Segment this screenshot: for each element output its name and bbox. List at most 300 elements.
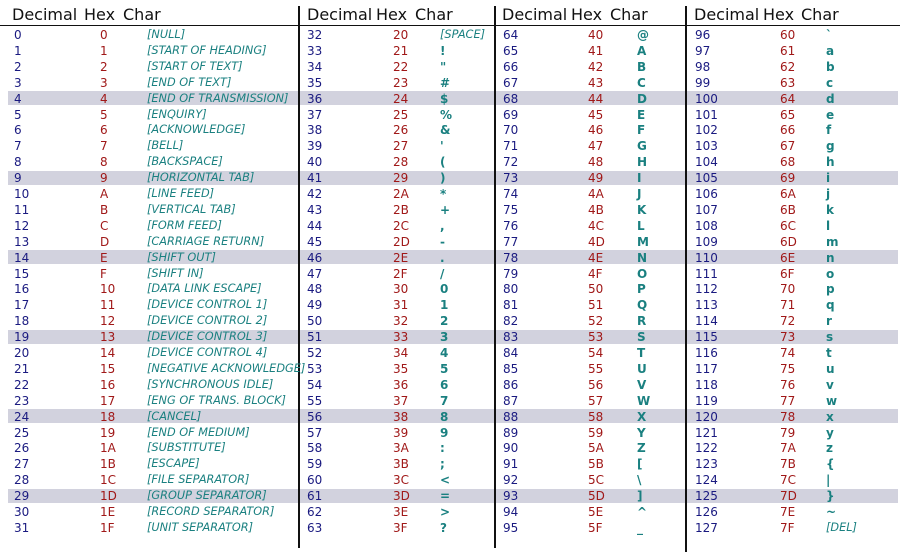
character: q [826, 298, 835, 313]
decimal-value: 2 [14, 59, 22, 74]
hex-value: 31 [393, 298, 409, 313]
character: % [440, 107, 453, 122]
decimal-value: 30 [14, 505, 30, 519]
character: b [826, 59, 835, 74]
hex-value: 60 [780, 28, 796, 42]
decimal-value: 87 [503, 393, 519, 408]
header-decimal: Decimal [12, 5, 78, 24]
hex-value: 5F [588, 520, 603, 535]
hex-value: 6A [780, 187, 796, 201]
control-name: [DEVICE CONTROL 3] [147, 330, 268, 344]
decimal-value: 105 [695, 171, 718, 186]
row-highlight [8, 409, 898, 423]
character: 3 [440, 330, 449, 345]
decimal-value: 32 [307, 28, 323, 42]
character: 5 [440, 361, 449, 376]
header-hex: Hex [763, 5, 795, 24]
hex-value: 59 [588, 425, 604, 440]
decimal-value: 41 [307, 171, 323, 186]
character: w [826, 393, 838, 408]
character: L [637, 218, 645, 233]
character: y [826, 425, 834, 440]
control-name: [SUBSTITUTE] [147, 441, 226, 455]
hex-value: 32 [393, 314, 409, 329]
decimal-value: 99 [695, 75, 711, 90]
hex-value: 35 [393, 361, 409, 376]
control-name: [CANCEL] [147, 409, 202, 423]
decimal-value: 35 [307, 75, 323, 90]
decimal-value: 104 [695, 155, 718, 170]
decimal-value: 45 [307, 234, 323, 249]
hex-value: 77 [780, 393, 796, 408]
hex-value: 36 [393, 377, 409, 392]
character: 7 [440, 393, 449, 408]
decimal-value: 59 [307, 457, 323, 472]
hex-value: 55 [588, 361, 604, 376]
hex-value: 48 [588, 155, 604, 170]
decimal-value: 111 [695, 266, 718, 281]
control-name: [SYNCHRONOUS IDLE] [147, 377, 274, 391]
decimal-value: 118 [695, 377, 718, 392]
character: V [637, 377, 647, 392]
decimal-value: 80 [503, 282, 519, 297]
decimal-value: 29 [14, 489, 30, 504]
hex-value: 49 [588, 171, 604, 186]
decimal-value: 123 [695, 457, 718, 472]
character: 0 [440, 282, 449, 297]
character: < [440, 473, 451, 488]
decimal-value: 23 [14, 393, 30, 408]
decimal-value: 112 [695, 282, 718, 297]
decimal-value: 75 [503, 202, 519, 217]
decimal-value: 12 [14, 218, 30, 233]
character: * [440, 187, 447, 201]
decimal-value: 89 [503, 425, 519, 440]
control-name: [ENQUIRY] [147, 107, 207, 121]
hex-value: 11 [100, 298, 116, 313]
character: 2 [440, 314, 449, 329]
column-divider [494, 6, 496, 548]
decimal-value: 85 [503, 361, 519, 376]
decimal-value: 69 [503, 107, 519, 122]
decimal-value: 54 [307, 377, 323, 392]
hex-value: 63 [780, 75, 796, 90]
hex-value: 3F [393, 520, 408, 535]
character: | [826, 473, 831, 488]
hex-value: 46 [588, 123, 604, 138]
hex-value: 72 [780, 314, 796, 329]
hex-value: 45 [588, 107, 604, 122]
character: u [826, 361, 835, 376]
decimal-value: 68 [503, 91, 519, 106]
hex-value: 7A [780, 441, 796, 456]
hex-value: 2 [100, 59, 108, 74]
decimal-value: 63 [307, 520, 323, 535]
decimal-value: 74 [503, 187, 519, 201]
character: Z [637, 441, 646, 456]
control-name: [DEL] [826, 520, 857, 534]
character: \ [637, 473, 642, 488]
hex-value: 17 [100, 393, 116, 408]
decimal-value: 95 [503, 520, 519, 535]
control-name: [NULL] [147, 28, 186, 41]
decimal-value: 52 [307, 346, 323, 360]
hex-value: 21 [393, 43, 409, 58]
decimal-value: 92 [503, 473, 519, 488]
decimal-value: 93 [503, 489, 519, 504]
character: ~ [826, 505, 837, 519]
hex-value: 4F [588, 266, 603, 281]
hex-value: 38 [393, 409, 409, 424]
hex-value: D [100, 234, 110, 249]
character: " [440, 59, 447, 74]
hex-value: 5B [588, 457, 604, 472]
hex-value: 1F [100, 520, 115, 535]
decimal-value: 127 [695, 520, 718, 535]
decimal-value: 77 [503, 234, 519, 249]
character: } [826, 489, 835, 504]
hex-value: 6C [780, 218, 797, 233]
decimal-value: 57 [307, 425, 323, 440]
hex-value: 62 [780, 59, 796, 74]
decimal-value: 22 [14, 377, 30, 392]
character: ^ [637, 505, 648, 519]
hex-value: 73 [780, 330, 796, 345]
character: $ [440, 91, 449, 106]
decimal-value: 60 [307, 473, 323, 488]
hex-value: 3E [393, 505, 409, 519]
control-name: [DATA LINK ESCAPE] [147, 282, 262, 296]
decimal-value: 34 [307, 59, 323, 74]
decimal-value: 58 [307, 441, 323, 456]
control-name: [DEVICE CONTROL 4] [147, 346, 268, 359]
hex-value: 4B [588, 202, 604, 217]
control-name: [HORIZONTAL TAB] [147, 171, 255, 185]
character: ! [440, 43, 446, 58]
control-name: [END OF TRANSMISSION] [147, 91, 289, 105]
header-decimal: Decimal [694, 5, 760, 24]
decimal-value: 119 [695, 393, 718, 408]
hex-value: 74 [780, 346, 796, 360]
control-name: [BELL] [147, 139, 184, 153]
hex-value: 4E [588, 250, 604, 265]
hex-value: 79 [780, 425, 796, 440]
column-divider [685, 6, 687, 552]
character: ] [637, 489, 643, 504]
hex-value: 54 [588, 346, 604, 360]
hex-value: 2D [393, 234, 410, 249]
decimal-value: 114 [695, 314, 718, 329]
decimal-value: 0 [14, 28, 22, 42]
character: : [440, 441, 445, 456]
character: e [826, 107, 835, 122]
character: # [440, 75, 451, 90]
hex-value: 6D [780, 234, 797, 249]
hex-value: 6F [780, 266, 795, 281]
decimal-value: 66 [503, 59, 519, 74]
character: S [637, 330, 646, 345]
control-name: [RECORD SEPARATOR] [147, 505, 275, 518]
character: ' [440, 139, 444, 154]
character: ? [440, 520, 447, 535]
control-name: [FILE SEPARATOR] [147, 473, 250, 487]
control-name: [SHIFT IN] [147, 266, 204, 280]
character: g [826, 139, 835, 154]
hex-value: 64 [780, 91, 796, 106]
hex-value: 33 [393, 330, 409, 345]
hex-value: 65 [780, 107, 796, 122]
header-decimal: Decimal [307, 5, 373, 24]
hex-value: 5A [588, 441, 604, 456]
decimal-value: 126 [695, 505, 718, 519]
character: r [826, 314, 832, 329]
hex-value: 8 [100, 155, 108, 170]
character: _ [637, 520, 643, 535]
decimal-value: 64 [503, 28, 519, 42]
hex-value: 68 [780, 155, 796, 170]
character: G [637, 139, 647, 154]
character: 9 [440, 425, 449, 440]
decimal-value: 81 [503, 298, 519, 313]
control-name: [VERTICAL TAB] [147, 202, 236, 216]
hex-value: 5E [588, 505, 604, 519]
decimal-value: 120 [695, 409, 718, 424]
hex-value: 3B [393, 457, 409, 472]
hex-value: 2F [393, 266, 408, 281]
hex-value: 69 [780, 171, 796, 186]
character: A [637, 43, 647, 58]
decimal-value: 72 [503, 155, 519, 170]
character: f [826, 123, 832, 138]
hex-value: 7E [780, 505, 796, 519]
character: J [637, 187, 642, 201]
hex-value: 25 [393, 107, 409, 122]
header-char: Char [415, 5, 453, 24]
row-highlight [8, 171, 898, 185]
hex-value: 29 [393, 171, 409, 186]
decimal-value: 1 [14, 43, 22, 58]
decimal-value: 14 [14, 250, 30, 265]
decimal-value: 47 [307, 266, 323, 281]
decimal-value: 73 [503, 171, 519, 186]
character: j [826, 187, 831, 201]
decimal-value: 4 [14, 91, 22, 106]
row-highlight [8, 489, 898, 503]
decimal-value: 117 [695, 361, 718, 376]
decimal-value: 25 [14, 425, 30, 440]
decimal-value: 11 [14, 202, 30, 217]
hex-value: 1A [100, 441, 116, 456]
character: F [637, 123, 646, 138]
hex-value: 14 [100, 346, 116, 360]
control-name: [GROUP SEPARATOR] [147, 489, 267, 503]
hex-value: 42 [588, 59, 604, 74]
hex-value: 27 [393, 139, 409, 154]
control-name: [SHIFT OUT] [147, 250, 216, 264]
decimal-value: 94 [503, 505, 519, 519]
character: U [637, 361, 647, 376]
character: / [440, 266, 445, 281]
decimal-value: 82 [503, 314, 519, 329]
decimal-value: 50 [307, 314, 323, 329]
hex-value: 61 [780, 43, 796, 58]
decimal-value: 38 [307, 123, 323, 138]
hex-value: 52 [588, 314, 604, 329]
character: ; [440, 457, 445, 472]
decimal-value: 100 [695, 91, 718, 106]
decimal-value: 51 [307, 330, 323, 345]
hex-value: 3 [100, 75, 108, 90]
hex-value: 57 [588, 393, 604, 408]
decimal-value: 106 [695, 187, 718, 201]
character: M [637, 234, 649, 249]
control-name: [DEVICE CONTROL 1] [147, 298, 268, 312]
decimal-value: 101 [695, 107, 718, 122]
hex-value: 1 [100, 43, 108, 58]
hex-value: 37 [393, 393, 409, 408]
hex-value: 4A [588, 187, 604, 201]
hex-value: 76 [780, 377, 796, 392]
hex-value: 50 [588, 282, 604, 297]
hex-value: 6E [780, 250, 796, 265]
control-name: [ESCAPE] [147, 457, 200, 471]
character: X [637, 409, 647, 424]
decimal-value: 91 [503, 457, 519, 472]
hex-value: 20 [393, 28, 409, 42]
character: H [637, 155, 648, 170]
character: n [826, 250, 835, 265]
decimal-value: 39 [307, 139, 323, 154]
character: ` [826, 28, 832, 42]
hex-value: 56 [588, 377, 604, 392]
hex-value: 4D [588, 234, 605, 249]
hex-value: 19 [100, 425, 116, 440]
decimal-value: 24 [14, 409, 30, 424]
character: h [826, 155, 835, 170]
character: P [637, 282, 646, 297]
hex-value: 13 [100, 330, 116, 345]
hex-value: 18 [100, 409, 116, 424]
row-highlight [8, 330, 898, 344]
hex-value: 7D [780, 489, 797, 504]
decimal-value: 19 [14, 330, 30, 345]
character: v [826, 377, 834, 392]
hex-value: 16 [100, 377, 116, 392]
hex-value: 10 [100, 282, 116, 297]
control-name: [END OF TEXT] [147, 75, 232, 89]
control-name: [START OF HEADING] [147, 43, 267, 57]
hex-value: 23 [393, 75, 409, 90]
character: i [826, 171, 831, 186]
hex-value: 6 [100, 123, 108, 138]
hex-value: 2A [393, 187, 409, 201]
header-char: Char [123, 5, 161, 24]
hex-value: 5 [100, 107, 108, 122]
column-divider [298, 6, 300, 548]
decimal-value: 110 [695, 250, 718, 265]
decimal-value: 121 [695, 425, 718, 440]
hex-value: 44 [588, 91, 604, 106]
decimal-value: 44 [307, 218, 323, 233]
character: 6 [440, 377, 449, 392]
hex-value: 1D [100, 489, 117, 504]
hex-value: 0 [100, 28, 108, 42]
row-highlight [8, 250, 898, 264]
hex-value: 43 [588, 75, 604, 90]
hex-value: 5C [588, 473, 605, 488]
decimal-value: 86 [503, 377, 519, 392]
character: c [826, 75, 834, 90]
control-name: [NEGATIVE ACKNOWLEDGE] [147, 361, 306, 375]
header-divider [0, 25, 900, 26]
character: a [826, 43, 835, 58]
decimal-value: 43 [307, 202, 323, 217]
character: { [826, 457, 835, 472]
decimal-value: 70 [503, 123, 519, 138]
character: & [440, 123, 451, 138]
hex-value: 9 [100, 171, 108, 186]
hex-value: 30 [393, 282, 409, 297]
character: + [440, 202, 451, 217]
decimal-value: 46 [307, 250, 323, 265]
decimal-value: 88 [503, 409, 519, 424]
character: t [826, 346, 832, 360]
decimal-value: 16 [14, 282, 30, 297]
decimal-value: 115 [695, 330, 718, 345]
header-char: Char [610, 5, 648, 24]
hex-value: 2B [393, 202, 409, 217]
character: s [826, 330, 834, 345]
decimal-value: 102 [695, 123, 718, 138]
decimal-value: 67 [503, 75, 519, 90]
decimal-value: 40 [307, 155, 323, 170]
decimal-value: 76 [503, 218, 519, 233]
character: N [637, 250, 648, 265]
character: m [826, 234, 839, 249]
decimal-value: 96 [695, 28, 711, 42]
hex-value: 47 [588, 139, 604, 154]
character: W [637, 393, 651, 408]
decimal-value: 28 [14, 473, 30, 488]
hex-value: 39 [393, 425, 409, 440]
decimal-value: 103 [695, 139, 718, 154]
decimal-value: 113 [695, 298, 718, 313]
decimal-value: 83 [503, 330, 519, 345]
character: ) [440, 171, 446, 186]
character: Y [637, 425, 646, 440]
header-hex: Hex [376, 5, 408, 24]
hex-value: 7C [780, 473, 797, 488]
character: Q [637, 298, 648, 313]
character: 8 [440, 409, 449, 424]
decimal-value: 78 [503, 250, 519, 265]
decimal-value: 18 [14, 314, 30, 329]
character: 1 [440, 298, 449, 313]
character: k [826, 202, 834, 217]
decimal-value: 27 [14, 457, 30, 472]
decimal-value: 48 [307, 282, 323, 297]
hex-value: A [100, 187, 109, 201]
decimal-value: 49 [307, 298, 323, 313]
hex-value: 78 [780, 409, 796, 424]
hex-value: 2E [393, 250, 409, 265]
character: p [826, 282, 835, 297]
control-name: [BACKSPACE] [147, 155, 223, 169]
decimal-value: 56 [307, 409, 323, 424]
character: I [637, 171, 642, 186]
hex-value: 1B [100, 457, 116, 472]
hex-value: 3A [393, 441, 409, 456]
